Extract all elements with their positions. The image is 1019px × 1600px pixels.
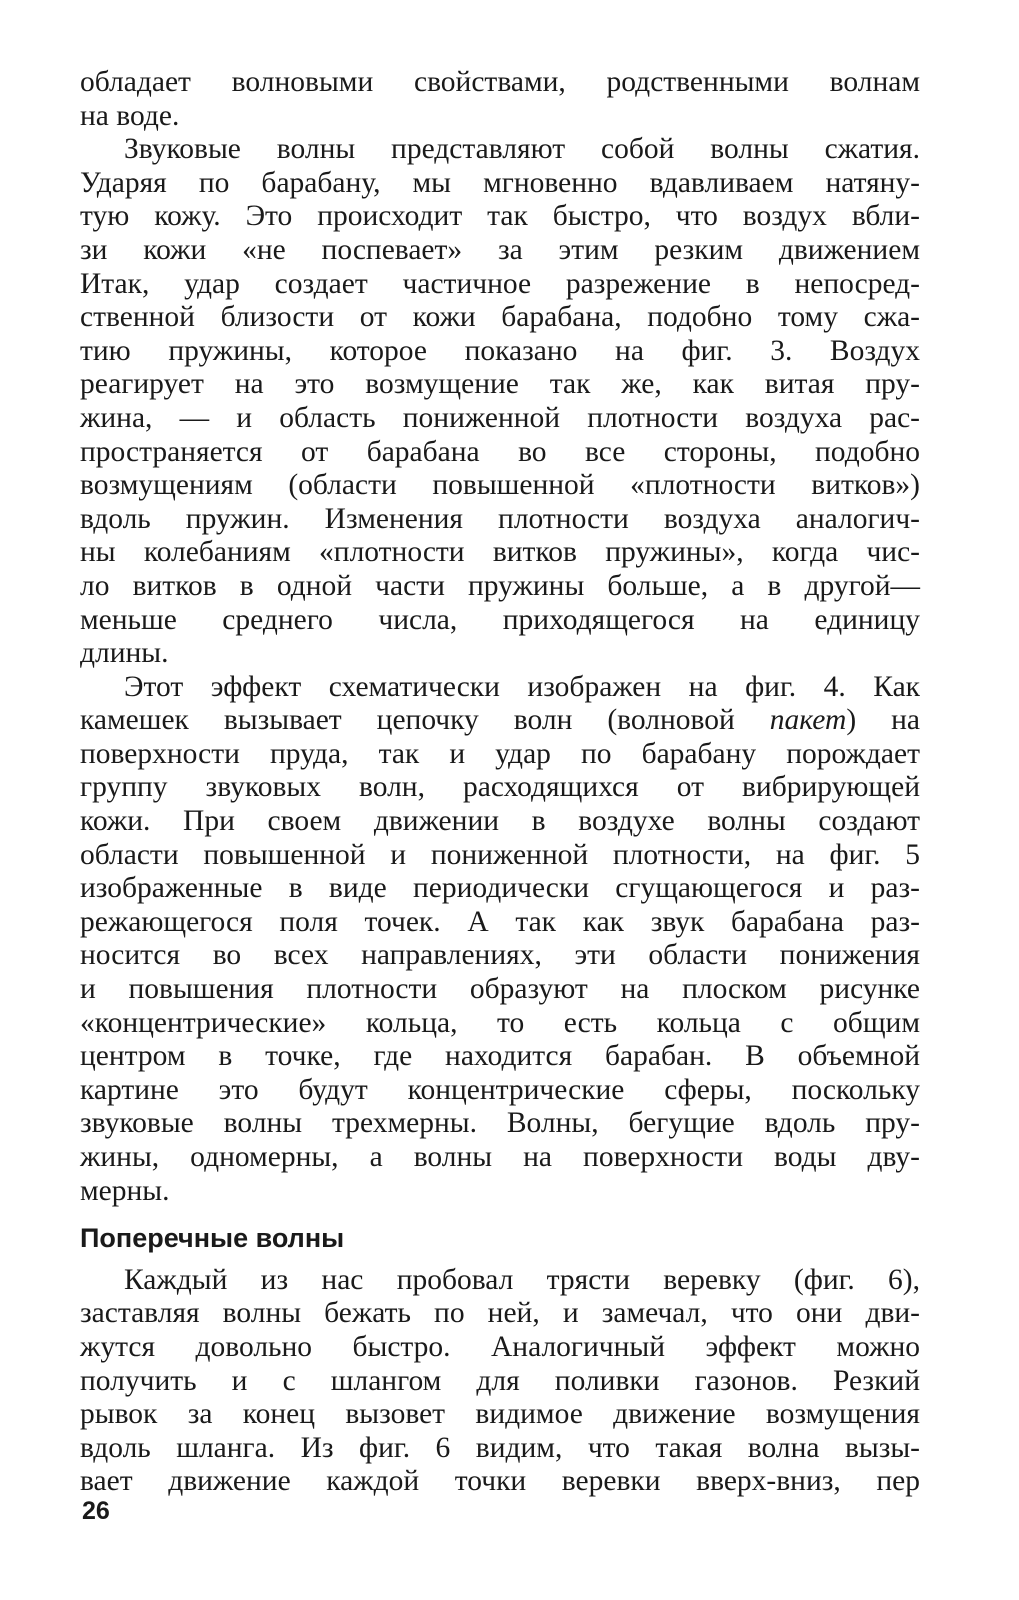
text-line: поверхности пруда, так и удар по барабану порождает — [80, 737, 920, 770]
text-line: картине это будут концентрические сферы, поскольку — [80, 1073, 920, 1106]
text-line: области повышенной и пониженной плотности, на фиг. 5 — [80, 838, 920, 871]
text-line: на воде. — [80, 99, 180, 132]
text-line: пространяется от барабана во все стороны, подобно — [80, 435, 920, 468]
text-line: заставляя волны бежать по ней, и замечал, что они дви- — [80, 1297, 920, 1330]
text-line: ло витков в одной части пружины больше, а в другой— — [80, 569, 920, 602]
paragraph — [80, 133, 920, 671]
text-line: группу звуковых волн, расходящихся от вибрирующей — [80, 771, 920, 804]
text-line: кожи. При своем движении в воздухе волны создают — [80, 805, 920, 838]
paragraph — [80, 671, 920, 1209]
text-line: возмущениям (области повышенной «плотности витков») — [80, 469, 920, 502]
text-line: вает движение каждой точки веревки вверх-вниз, пер — [80, 1465, 920, 1498]
text-fragment: камешек вызывает цепочку волн (волновой — [80, 704, 770, 737]
paragraph — [80, 66, 920, 133]
text-line: меньше среднего числа, приходящегося на единицу — [80, 603, 920, 636]
italic-term: пакет — [769, 704, 847, 737]
text-line: длины. — [80, 637, 169, 670]
text-line: изображенные в виде периодически сгущающегося и раз- — [80, 872, 920, 905]
text-line: режающегося поля точек. А так как звук барабана раз- — [80, 905, 920, 938]
text-line — [80, 704, 920, 738]
text-line: Этот эффект схематически изображен на фиг. 4. Как — [124, 670, 920, 703]
text-line: центром в точке, где находится барабан. В объемной — [80, 1040, 920, 1073]
text-line: ственной близости от кожи барабана, подобно тому сжа- — [80, 301, 920, 334]
text-line: реагирует на это возмущение так же, как витая пру- — [80, 368, 920, 401]
text-line: получить и с шлангом для поливки газонов. Резкий — [80, 1364, 920, 1397]
text-line: ны колебаниям «плотности витков пружины», когда чис- — [80, 536, 920, 569]
text-line: Звуковые волны представляют собой волны сжатия. — [124, 133, 920, 166]
text-line: тую кожу. Это происходит так быстро, что воздух вбли- — [80, 200, 920, 233]
text-line: Ударяя по барабану, мы мгновенно вдавливаем натяну- — [80, 166, 920, 199]
text-line: тию пружины, которое показано на фиг. 3. Воздух — [80, 334, 920, 367]
text-line: звуковые волны трехмерны. Волны, бегущие вдоль пру- — [80, 1107, 920, 1140]
section-heading: Поперечные волны — [80, 1223, 345, 1254]
text-line: вдоль шланга. Из фиг. 6 видим, что такая волна вызы- — [80, 1431, 920, 1464]
text-line: вдоль пружин. Изменения плотности воздуха аналогич- — [80, 502, 920, 535]
text-line: и повышения плотности образуют на плоском рисунке — [80, 973, 920, 1006]
paragraph — [80, 1264, 920, 1499]
text-line: зи кожи «не поспевает» за этим резким движением — [80, 233, 920, 266]
text-line: рывок за конец вызовет видимое движение возмущения — [80, 1398, 920, 1431]
text-line: обладает волновыми свойствами, родственными волнам — [80, 66, 920, 98]
text-line: носится во всех направлениях, эти области понижения — [80, 939, 920, 972]
text-line: жины, одномерны, а волны на поверхности воды дву- — [80, 1141, 920, 1173]
text-line: Итак, удар создает частичное разрежение в непосред- — [80, 267, 920, 300]
page-number: 26 — [82, 1497, 110, 1525]
page-body — [80, 66, 920, 1499]
text-line: мерны. — [80, 1174, 170, 1207]
text-fragment: ) на — [846, 704, 920, 737]
text-line: жутся довольно быстро. Аналогичный эффект можно — [80, 1330, 920, 1363]
text-line: Каждый из нас пробовал трясти веревку (фиг. 6), — [124, 1263, 920, 1296]
text-line: жина, — и область пониженной плотности воздуха рас- — [80, 401, 920, 434]
text-line: «концентрические» кольца, то есть кольца с общим — [80, 1006, 920, 1039]
